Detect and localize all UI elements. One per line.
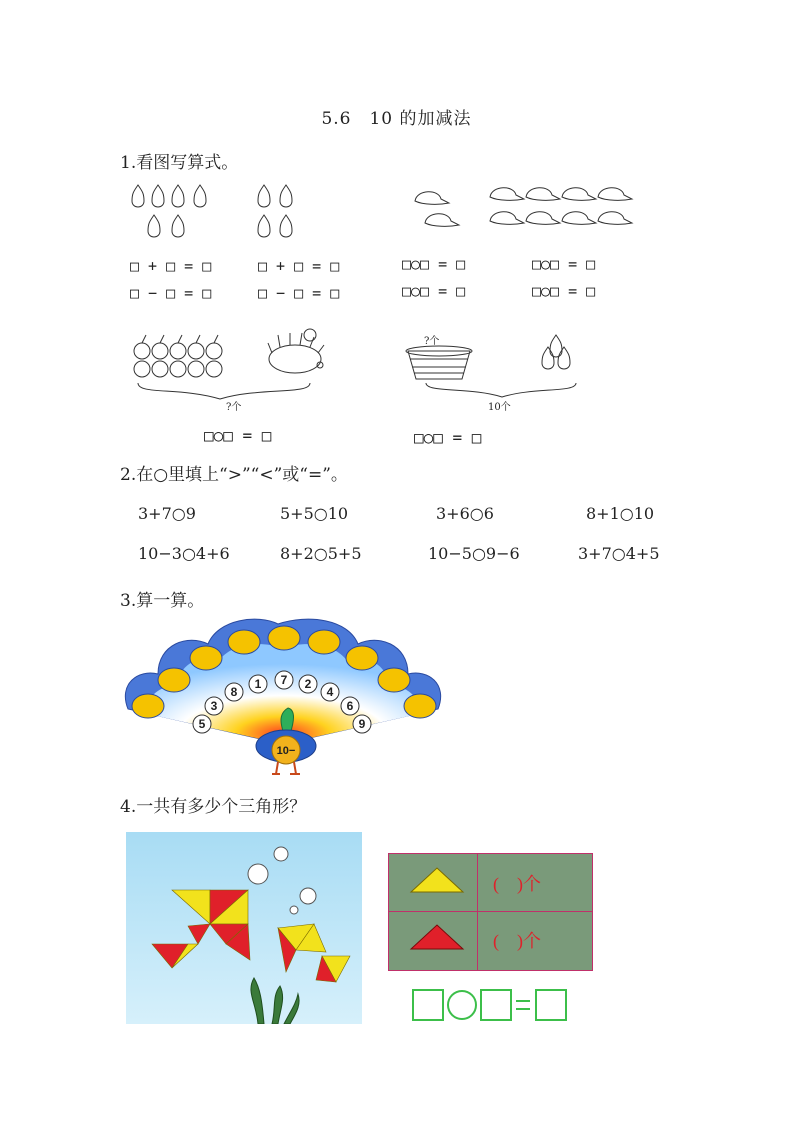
eq-pears: □○□ = □: [414, 428, 482, 447]
compare-item: 3+6○6: [436, 504, 494, 523]
peacock-number: 2: [304, 677, 312, 691]
peacock-number: 6: [346, 699, 354, 713]
question-1-pictures: [120, 175, 680, 465]
eq-row: □○□ = □: [532, 255, 596, 273]
pear-group-1: [132, 185, 206, 237]
answer-box: [536, 990, 566, 1020]
compare-item: 10−3○4+6: [138, 544, 230, 563]
red-count-blank: ( )个: [493, 931, 541, 951]
yellow-count-blank: ( )个: [493, 874, 541, 894]
peacock-number: 1: [254, 677, 262, 691]
peacock-number: 3: [210, 699, 218, 713]
compare-item: 10−5○9−6: [428, 544, 520, 563]
peacock-number: 4: [326, 685, 334, 699]
hedgehog-icon: [268, 329, 324, 373]
basket-label: ?个: [424, 336, 440, 347]
peacock-body-label: 10−: [276, 745, 296, 757]
answer-box: [413, 990, 443, 1020]
compare-item: 3+7○9: [138, 504, 196, 523]
pear-total-label: 10个: [488, 402, 511, 413]
eq-row: □ − □ = □: [258, 284, 340, 302]
peacock-figure: [118, 614, 448, 780]
table-row: [389, 911, 592, 968]
compare-item: 3+7○4+5: [578, 544, 660, 563]
apple-total-label: ?个: [226, 402, 242, 413]
eq-row: □○□ = □: [532, 282, 596, 300]
pear-group-3: [542, 335, 570, 369]
eq-row: □ − □ = □: [130, 284, 212, 302]
cap-group-1: [415, 192, 459, 227]
pear-group-2: [258, 185, 292, 237]
peacock-number: 9: [358, 717, 366, 731]
eq-row: □○□ = □: [402, 255, 466, 273]
eq-apples: □○□ = □: [204, 426, 272, 445]
equals-sign: [516, 1001, 530, 1009]
eq-row: □ + □ = □: [130, 257, 212, 275]
yellow-triangle-icon: [409, 866, 465, 896]
green-answer-equation: [412, 987, 572, 1023]
count-table: [388, 853, 593, 971]
question-3-heading: 3.算一算。: [120, 591, 205, 611]
apple-group: [134, 335, 222, 377]
answer-operator-circle: [448, 991, 476, 1019]
red-triangle-icon: [409, 923, 465, 953]
page-title: 5.6 10 的加减法: [321, 109, 472, 129]
triangle-fish-picture: [126, 832, 362, 1024]
compare-item: 8+1○10: [586, 504, 655, 523]
compare-item: 5+5○10: [280, 504, 349, 523]
cap-group-2: [490, 188, 632, 225]
table-row: [389, 854, 592, 912]
question-4-heading: 4.一共有多少个三角形？: [120, 797, 307, 817]
basket-icon: [406, 346, 472, 379]
question-1-heading: 1.看图写算式。: [120, 153, 239, 173]
peacock-number: 8: [230, 685, 238, 699]
apple-brace: [138, 383, 310, 399]
question-2-heading: 2.在○里填上“>”“<”或“=”。: [120, 465, 348, 485]
answer-box: [481, 990, 511, 1020]
compare-item: 8+2○5+5: [280, 544, 362, 563]
peacock-number: 7: [280, 673, 288, 687]
pear-brace: [426, 383, 576, 397]
eq-row: □○□ = □: [402, 282, 466, 300]
peacock-number: 5: [198, 717, 206, 731]
table-divider: [477, 854, 478, 970]
eq-row: □ + □ = □: [258, 257, 340, 275]
